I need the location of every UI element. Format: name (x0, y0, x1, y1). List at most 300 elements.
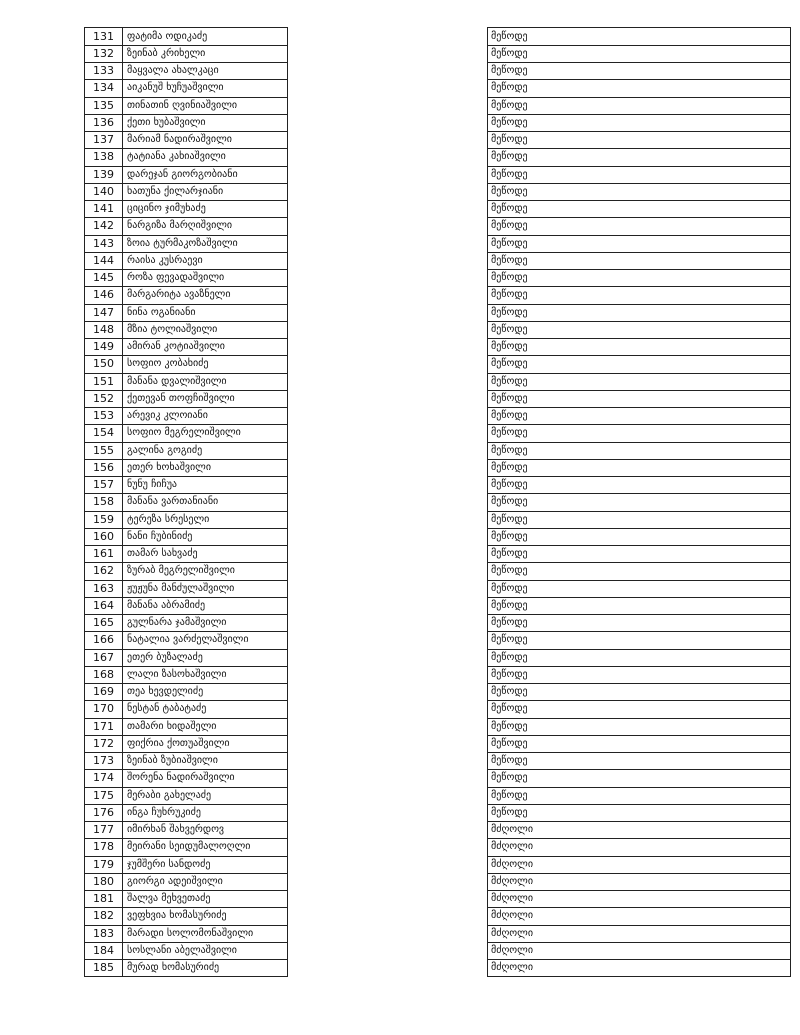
row-right-cells (487, 183, 791, 201)
row-number: 152 (84, 390, 122, 407)
row-right-cells (487, 45, 791, 63)
table-row (84, 477, 791, 494)
job-title: მეწოდე (487, 511, 791, 528)
row-left-cells (84, 286, 288, 304)
person-name: ზოია ტურმაკოზაშვილი (122, 235, 288, 252)
row-number: 145 (84, 269, 122, 286)
row-left-cells (84, 614, 288, 632)
row-number: 160 (84, 528, 122, 545)
row-left-cells (84, 838, 288, 856)
job-title: მეწოდე (487, 614, 791, 631)
person-name: თეა ხევდელიძე (122, 683, 288, 700)
row-left-cells (84, 304, 288, 322)
job-title: მეწოდე (487, 114, 791, 131)
row-right-cells (487, 166, 791, 184)
row-number: 181 (84, 890, 122, 907)
table-row (84, 580, 791, 597)
table-row (84, 684, 791, 701)
table-row (84, 787, 791, 804)
person-name: მაყვალა ახალკაცი (122, 62, 288, 79)
row-right-cells (487, 131, 791, 149)
row-number: 140 (84, 183, 122, 200)
table-row (84, 649, 791, 666)
row-number: 137 (84, 131, 122, 148)
row-number: 178 (84, 838, 122, 855)
job-title: მეწოდე (487, 752, 791, 769)
row-number: 143 (84, 235, 122, 252)
row-right-cells (487, 114, 791, 132)
person-name: თამარი ხიდაშელი (122, 718, 288, 735)
row-right-cells (487, 735, 791, 753)
row-right-cells (487, 890, 791, 908)
job-title: მეწოდე (487, 787, 791, 804)
row-number: 151 (84, 373, 122, 390)
roster-table (84, 28, 791, 977)
row-left-cells (84, 804, 288, 822)
row-left-cells (84, 45, 288, 63)
row-left-cells (84, 631, 288, 649)
person-name: ეთერ ბუზალაძე (122, 649, 288, 666)
job-title: მძღოლი (487, 873, 791, 890)
person-name: ზეინაბ ზუბიაშვილი (122, 752, 288, 769)
row-number: 163 (84, 580, 122, 597)
row-left-cells (84, 856, 288, 874)
row-right-cells (487, 925, 791, 943)
row-right-cells (487, 235, 791, 253)
person-name: მურად ხომასურიძე (122, 959, 288, 976)
job-title: მეწოდე (487, 442, 791, 459)
job-title: მეწოდე (487, 649, 791, 666)
job-title: მეწოდე (487, 683, 791, 700)
table-row (84, 528, 791, 545)
person-name: ნინა ოგანიანი (122, 304, 288, 321)
row-number: 150 (84, 355, 122, 372)
table-row (84, 942, 791, 959)
person-name: ვეფხვია ხომასურიძე (122, 907, 288, 924)
row-number: 147 (84, 304, 122, 321)
row-right-cells (487, 286, 791, 304)
row-left-cells (84, 390, 288, 408)
table-row (84, 494, 791, 511)
row-number: 170 (84, 700, 122, 717)
row-right-cells (487, 424, 791, 442)
table-row (84, 632, 791, 649)
person-name: სოფიო მეგრელიშვილი (122, 424, 288, 441)
row-left-cells (84, 735, 288, 753)
job-title: მეწოდე (487, 769, 791, 786)
row-right-cells (487, 597, 791, 615)
row-number: 164 (84, 597, 122, 614)
job-title: მეწოდე (487, 355, 791, 372)
person-name: მარიამ ნადირაშვილი (122, 131, 288, 148)
row-left-cells (84, 79, 288, 97)
row-left-cells (84, 321, 288, 339)
row-left-cells (84, 424, 288, 442)
row-number: 134 (84, 79, 122, 96)
person-name: ტატიანა კახიაშვილი (122, 148, 288, 165)
person-name: ნანი ჩუბინიძე (122, 528, 288, 545)
job-title: მეწოდე (487, 407, 791, 424)
job-title: მეწოდე (487, 528, 791, 545)
table-row (84, 339, 791, 356)
table-row (84, 666, 791, 683)
row-number: 180 (84, 873, 122, 890)
person-name: მერაბი გახელაძე (122, 787, 288, 804)
person-name: ფატიმა ოდიკაძე (122, 28, 288, 45)
job-title: მეწოდე (487, 286, 791, 303)
row-number: 177 (84, 821, 122, 838)
person-name: ჯუმშერი სანდოძე (122, 856, 288, 873)
row-left-cells (84, 545, 288, 563)
table-row (84, 753, 791, 770)
table-row (84, 235, 791, 252)
row-right-cells (487, 493, 791, 511)
job-title: მეწოდე (487, 45, 791, 62)
row-right-cells (487, 511, 791, 529)
row-left-cells (84, 114, 288, 132)
row-right-cells (487, 700, 791, 718)
person-name: ზეინაბ კრიხელი (122, 45, 288, 62)
row-right-cells (487, 769, 791, 787)
row-right-cells (487, 27, 791, 46)
row-left-cells (84, 183, 288, 201)
row-left-cells (84, 476, 288, 494)
job-title: მეწოდე (487, 562, 791, 579)
table-row (84, 597, 791, 614)
job-title: მეწოდე (487, 304, 791, 321)
person-name: ნარგიზა მარღიშვილი (122, 217, 288, 234)
table-row (84, 114, 791, 131)
row-number: 182 (84, 907, 122, 924)
table-row (84, 425, 791, 442)
table-row (84, 63, 791, 80)
row-left-cells (84, 373, 288, 391)
table-row (84, 839, 791, 856)
row-number: 171 (84, 718, 122, 735)
table-row (84, 822, 791, 839)
table-row (84, 770, 791, 787)
row-left-cells (84, 407, 288, 425)
row-right-cells (487, 373, 791, 391)
person-name: მეირანი სეიდუმალოღლი (122, 838, 288, 855)
row-number: 166 (84, 631, 122, 648)
person-name: ეთერ ხოხაშვილი (122, 459, 288, 476)
person-name: მარადი სოლომონაშვილი (122, 925, 288, 942)
row-number: 167 (84, 649, 122, 666)
row-number: 173 (84, 752, 122, 769)
job-title: მეწოდე (487, 217, 791, 234)
row-right-cells (487, 217, 791, 235)
person-name: მარგარიტა ავაზნელი (122, 286, 288, 303)
row-left-cells (84, 959, 288, 977)
job-title: მეწოდე (487, 424, 791, 441)
row-right-cells (487, 200, 791, 218)
person-name: რაისა კუსრაევი (122, 252, 288, 269)
job-title: მეწოდე (487, 62, 791, 79)
job-title: მეწოდე (487, 493, 791, 510)
table-row (84, 735, 791, 752)
table-row (84, 804, 791, 821)
row-left-cells (84, 597, 288, 615)
job-title: მეწოდე (487, 235, 791, 252)
row-right-cells (487, 683, 791, 701)
row-number: 133 (84, 62, 122, 79)
row-number: 161 (84, 545, 122, 562)
table-row (84, 287, 791, 304)
row-number: 168 (84, 666, 122, 683)
row-right-cells (487, 959, 791, 977)
row-number: 157 (84, 476, 122, 493)
row-number: 174 (84, 769, 122, 786)
table-row (84, 97, 791, 114)
table-row (84, 45, 791, 62)
table-row (84, 28, 791, 45)
person-name: ზურაბ მეგრელიშვილი (122, 562, 288, 579)
table-row (84, 201, 791, 218)
job-title: მეწოდე (487, 631, 791, 648)
row-right-cells (487, 338, 791, 356)
table-row (84, 166, 791, 183)
row-left-cells (84, 459, 288, 477)
person-name: ნატალია ვარძელაშვილი (122, 631, 288, 648)
row-right-cells (487, 856, 791, 874)
table-row (84, 546, 791, 563)
row-left-cells (84, 666, 288, 684)
table-row (84, 132, 791, 149)
row-right-cells (487, 79, 791, 97)
row-left-cells (84, 718, 288, 736)
person-name: ქეთი ხუბაშვილი (122, 114, 288, 131)
job-title: მეწოდე (487, 131, 791, 148)
job-title: მეწოდე (487, 804, 791, 821)
person-name: ტერეზა სრესელი (122, 511, 288, 528)
table-row (84, 442, 791, 459)
row-right-cells (487, 476, 791, 494)
row-number: 154 (84, 424, 122, 441)
person-name: შალვა მეხვეთაძე (122, 890, 288, 907)
table-row (84, 252, 791, 269)
row-left-cells (84, 769, 288, 787)
table-row (84, 563, 791, 580)
job-title: მეწოდე (487, 252, 791, 269)
table-row (84, 960, 791, 977)
row-right-cells (487, 649, 791, 667)
row-number: 165 (84, 614, 122, 631)
row-number: 139 (84, 166, 122, 183)
job-title: მძღოლი (487, 838, 791, 855)
table-row (84, 149, 791, 166)
row-left-cells (84, 925, 288, 943)
row-number: 131 (84, 28, 122, 45)
row-left-cells (84, 890, 288, 908)
table-row (84, 701, 791, 718)
row-right-cells (487, 787, 791, 805)
row-number: 135 (84, 97, 122, 114)
row-number: 169 (84, 683, 122, 700)
row-right-cells (487, 459, 791, 477)
job-title: მეწოდე (487, 735, 791, 752)
job-title: მეწოდე (487, 338, 791, 355)
row-left-cells (84, 821, 288, 839)
row-right-cells (487, 321, 791, 339)
row-left-cells (84, 649, 288, 667)
row-left-cells (84, 200, 288, 218)
job-title: მძღოლი (487, 942, 791, 959)
person-name: ამირან კოტიაშვილი (122, 338, 288, 355)
job-title: მძღოლი (487, 856, 791, 873)
row-number: 138 (84, 148, 122, 165)
row-right-cells (487, 562, 791, 580)
row-right-cells (487, 545, 791, 563)
row-number: 136 (84, 114, 122, 131)
row-number: 132 (84, 45, 122, 62)
row-left-cells (84, 580, 288, 598)
table-row (84, 373, 791, 390)
job-title: მეწოდე (487, 28, 791, 45)
table-row (84, 321, 791, 338)
row-left-cells (84, 873, 288, 891)
row-left-cells (84, 907, 288, 925)
row-left-cells (84, 217, 288, 235)
job-title: მეწოდე (487, 718, 791, 735)
row-right-cells (487, 580, 791, 598)
job-title: მძღოლი (487, 821, 791, 838)
table-row (84, 304, 791, 321)
person-name: როზა ფევადაშვილი (122, 269, 288, 286)
table-row (84, 390, 791, 407)
row-left-cells (84, 752, 288, 770)
row-left-cells (84, 683, 288, 701)
person-name: ფიქრია ქოთუაშვილი (122, 735, 288, 752)
person-name: სოსლანი აბელაშვილი (122, 942, 288, 959)
person-name: არევიკ კლოიანი (122, 407, 288, 424)
row-left-cells (84, 511, 288, 529)
table-row (84, 459, 791, 476)
row-left-cells (84, 148, 288, 166)
row-right-cells (487, 148, 791, 166)
row-right-cells (487, 718, 791, 736)
row-left-cells (84, 787, 288, 805)
row-number: 146 (84, 286, 122, 303)
row-right-cells (487, 907, 791, 925)
job-title: მეწოდე (487, 183, 791, 200)
job-title: მეწოდე (487, 373, 791, 390)
row-number: 142 (84, 217, 122, 234)
row-left-cells (84, 355, 288, 373)
person-name: ქეთევან თოფჩიშვილი (122, 390, 288, 407)
row-number: 144 (84, 252, 122, 269)
person-name: ციცინო ჯიმუხაძე (122, 200, 288, 217)
table-row (84, 218, 791, 235)
row-left-cells (84, 235, 288, 253)
row-number: 185 (84, 959, 122, 976)
row-left-cells (84, 27, 288, 46)
job-title: მძღოლი (487, 959, 791, 976)
job-title: მეწოდე (487, 200, 791, 217)
job-title: მეწოდე (487, 390, 791, 407)
row-left-cells (84, 442, 288, 460)
row-number: 175 (84, 787, 122, 804)
row-number: 159 (84, 511, 122, 528)
job-title: მეწოდე (487, 597, 791, 614)
row-right-cells (487, 666, 791, 684)
row-right-cells (487, 442, 791, 460)
table-row (84, 270, 791, 287)
row-number: 148 (84, 321, 122, 338)
person-name: სოფიო კობახიძე (122, 355, 288, 372)
job-title: მძღოლი (487, 925, 791, 942)
row-number: 179 (84, 856, 122, 873)
person-name: დარეჯან გიორგობიანი (122, 166, 288, 183)
table-row (84, 183, 791, 200)
person-name: ნესტან ტაბატაძე (122, 700, 288, 717)
row-right-cells (487, 631, 791, 649)
job-title: მეწოდე (487, 580, 791, 597)
row-left-cells (84, 131, 288, 149)
job-title: მეწოდე (487, 545, 791, 562)
table-row (84, 891, 791, 908)
row-number: 153 (84, 407, 122, 424)
person-name: მზია ტოლიაშვილი (122, 321, 288, 338)
row-left-cells (84, 528, 288, 546)
person-name: ნუნუ ჩიჩუა (122, 476, 288, 493)
row-left-cells (84, 252, 288, 270)
row-right-cells (487, 752, 791, 770)
table-row (84, 908, 791, 925)
person-name: გიორგი ადეიშვილი (122, 873, 288, 890)
row-right-cells (487, 942, 791, 960)
table-row (84, 856, 791, 873)
row-number: 162 (84, 562, 122, 579)
person-name: იმირხან შახვერდოვ (122, 821, 288, 838)
job-title: მეწოდე (487, 476, 791, 493)
row-right-cells (487, 838, 791, 856)
person-name: თინათინ ღვინიაშვილი (122, 97, 288, 114)
row-right-cells (487, 804, 791, 822)
row-right-cells (487, 528, 791, 546)
person-name: გალინა გოგიძე (122, 442, 288, 459)
row-left-cells (84, 97, 288, 115)
person-name: თამარ სახვაძე (122, 545, 288, 562)
row-left-cells (84, 166, 288, 184)
table-row (84, 873, 791, 890)
row-left-cells (84, 942, 288, 960)
person-name: გულნარა ჯამაშვილი (122, 614, 288, 631)
row-number: 156 (84, 459, 122, 476)
job-title: მეწოდე (487, 79, 791, 96)
table-row (84, 925, 791, 942)
table-row (84, 615, 791, 632)
row-right-cells (487, 873, 791, 891)
person-name: ხათუნა ქილარჯიანი (122, 183, 288, 200)
row-number: 172 (84, 735, 122, 752)
job-title: მეწოდე (487, 700, 791, 717)
row-number: 176 (84, 804, 122, 821)
row-number: 183 (84, 925, 122, 942)
person-name: მანანა აბრამიძე (122, 597, 288, 614)
row-left-cells (84, 493, 288, 511)
row-right-cells (487, 252, 791, 270)
job-title: მეწოდე (487, 321, 791, 338)
person-name: შორენა ნადირაშვილი (122, 769, 288, 786)
person-name: აიკანუშ ხუჩუაშვილი (122, 79, 288, 96)
row-number: 149 (84, 338, 122, 355)
row-number: 155 (84, 442, 122, 459)
row-left-cells (84, 338, 288, 356)
row-right-cells (487, 269, 791, 287)
row-left-cells (84, 700, 288, 718)
person-name: ლალი ზასოხაშვილი (122, 666, 288, 683)
